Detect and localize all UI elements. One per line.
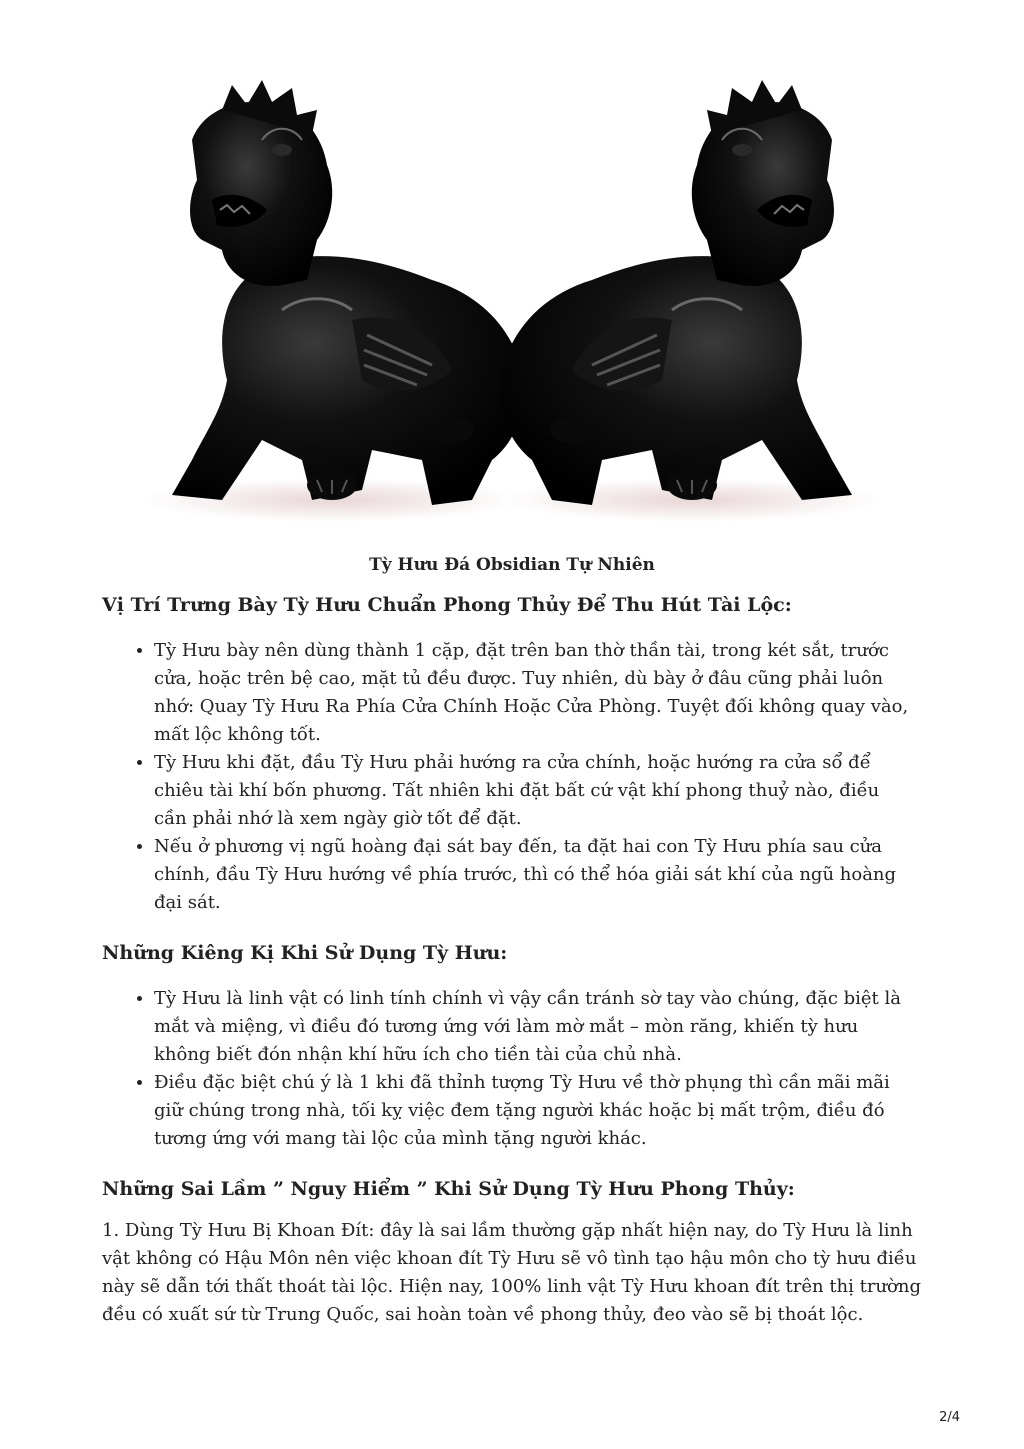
figure-caption: Tỳ Hưu Đá Obsidian Tự Nhiên: [369, 555, 655, 575]
ty-huu-statues-image: [132, 80, 892, 540]
right-statue: [501, 80, 882, 522]
section-heading-taboos: Những Kiêng Kị Khi Sử Dụng Tỳ Hưu:: [102, 942, 508, 964]
page-number: 2/4: [939, 1410, 960, 1425]
list-item: • Nếu ở phương vị ngũ hoàng đại sát bay đến, ta đặt hai con Tỳ Hưu phía sau cửa chính, đầu Tỳ Hưu hướng về phía trước, thì có thể hóa giải sát khí của ngũ hoàng đại sát.: [154, 833, 922, 917]
left-statue: [142, 80, 523, 522]
list-item: • Tỳ Hưu bày nên dùng thành 1 cặp, đặt trên ban thờ thần tài, trong két sắt, trước cửa, hoặc trên bệ cao, mặt tủ đều được. Tuy nhiên, dù bày ở đâu cũng phải luôn nhớ: Quay Tỳ Hưu Ra Phía Cửa Chính Hoặc Cửa Phòng. Tuyệt đối không quay vào, mất lộc không tốt.: [154, 637, 922, 749]
taboos-list: [102, 985, 922, 1153]
mistakes-paragraph: 1. Dùng Tỳ Hưu Bị Khoan Đít: đây là sai lầm thường gặp nhất hiện nay, do Tỳ Hưu là linh vật không có Hậu Môn nên việc khoan đít Tỳ Hưu sẽ vô tình tạo hậu môn cho tỳ hưu điều này sẽ dẫn tới thất thoát tài lộc. Hiện nay, 100% linh vật Tỳ Hưu khoan đít trên thị trường đều có xuất sứ từ Trung Quốc, sai hoàn toàn về phong thủy, đeo vào sẽ bị thoát lộc.: [102, 1220, 921, 1325]
list-item: • Tỳ Hưu là linh vật có linh tính chính vì vậy cần tránh sờ tay vào chúng, đặc biệt là mắt và miệng, vì điều đó tương ứng với làm mờ mắt – mòn răng, khiến tỳ hưu không biết đón nhận khí hữu ích cho tiền tài của chủ nhà.: [154, 985, 922, 1069]
list-item: • Tỳ Hưu khi đặt, đầu Tỳ Hưu phải hướng ra cửa chính, hoặc hướng ra cửa sổ để chiêu tài khí bốn phương. Tất nhiên khi đặt bất cứ vật khí phong thuỷ nào, điều cần phải nhớ là xem ngày giờ tốt để đặt.: [154, 749, 922, 833]
document-page: [102, 80, 922, 1329]
product-figure: [102, 80, 922, 540]
section-heading-mistakes: Những Sai Lầm ” Nguy Hiểm ” Khi Sử Dụng Tỳ Hưu Phong Thủy:: [102, 1178, 795, 1200]
list-item: • Điều đặc biệt chú ý là 1 khi đã thỉnh tượng Tỳ Hưu về thờ phụng thì cần mãi mãi giữ chúng trong nhà, tối kỵ việc đem tặng người khác hoặc bị mất trộm, điều đó tương ứng với mang tài lộc của mình tặng người khác.: [154, 1069, 922, 1153]
placement-list: [102, 637, 922, 917]
section-heading-placement: Vị Trí Trưng Bày Tỳ Hưu Chuẩn Phong Thủy Để Thu Hút Tài Lộc:: [102, 594, 792, 616]
